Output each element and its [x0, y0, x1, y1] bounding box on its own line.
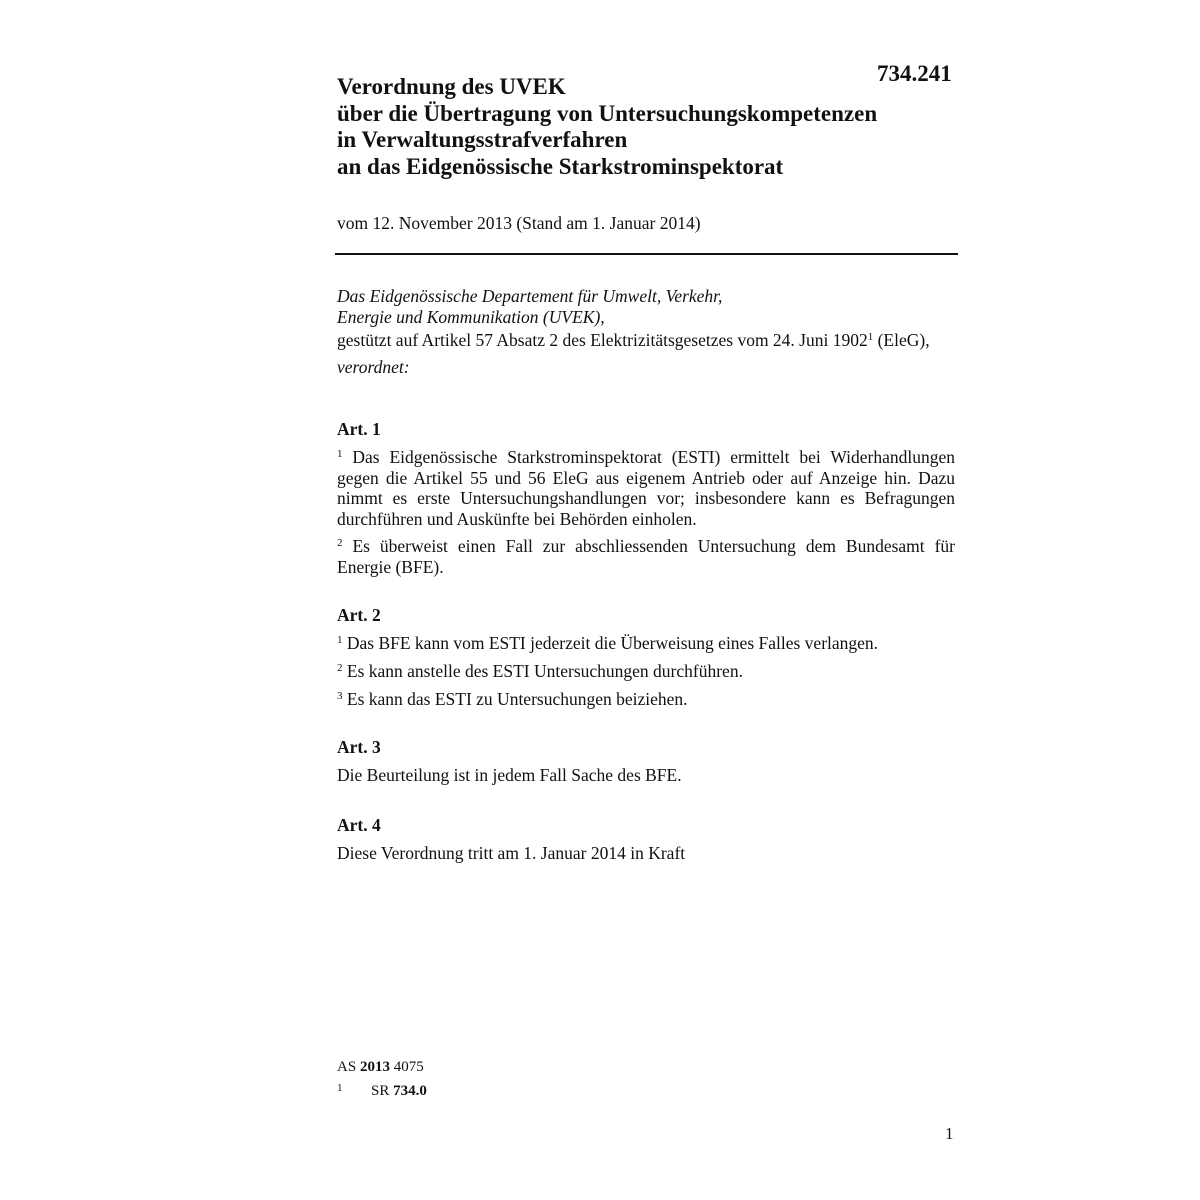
paragraph-text: Das BFE kann vom ESTI jederzeit die Überweisung eines Falles verlangen.: [346, 633, 879, 653]
article-paragraph: [337, 765, 955, 786]
article-paragraph: [337, 447, 955, 529]
article-paragraph: [337, 689, 955, 710]
paragraph-number: 3: [337, 690, 343, 702]
title-line: an das Eidgenössische Starkstrominspektorat: [337, 153, 784, 179]
paragraph-text: Es überweist einen Fall zur abschliessenden Untersuchung dem Bundesamt für Energie (BFE).: [337, 536, 955, 577]
article-title: Art. 4: [337, 815, 381, 835]
paragraph-text: Diese Verordnung tritt am 1. Januar 2014 in Kraft: [337, 843, 686, 863]
paragraph-number: 1: [337, 634, 343, 646]
article-title: Art. 2: [337, 605, 381, 625]
article-paragraph: [337, 536, 955, 577]
preamble-authority-line: Energie und Kommunikation (UVEK),: [337, 306, 605, 327]
title-line: über die Übertragung von Untersuchungskompetenzen: [337, 100, 878, 126]
sr-number: 734.241: [877, 61, 952, 86]
paragraph-text: Es kann das ESTI zu Untersuchungen beiziehen.: [346, 689, 688, 709]
paragraph-text: Das Eidgenössische Starkstrominspektorat (ESTI) ermittelt bei Widerhandlungen gegen die Artikel 55 und 56 EleG aus eigenem Antrieb oder auf Anzeige hin. Dazu nimmt es erste Untersuchungshandlungen vor; insbesondere kann es Befragungen durchführen und Auskünfte bei Behörden einholen.: [337, 447, 955, 529]
footnote-as-page: 4075: [393, 1059, 424, 1075]
footnote-as: [337, 1058, 424, 1077]
date-line: vom 12. November 2013 (Stand am 1. Januar 2014): [337, 213, 701, 233]
preamble-authority: [337, 286, 955, 327]
paragraph-number: 2: [337, 537, 343, 549]
footnote-number: 1: [337, 1082, 343, 1094]
paragraph-text: Die Beurteilung ist in jedem Fall Sache des BFE.: [337, 765, 682, 785]
preamble-basis-text: gestützt auf Artikel 57 Absatz 2 des Elektrizitätsgesetzes vom 24. Juni 1902: [337, 330, 868, 350]
article-paragraph: [337, 661, 955, 682]
footnote-sr-prefix: SR: [371, 1083, 390, 1099]
horizontal-rule: [335, 253, 958, 255]
document-title: [337, 74, 937, 180]
preamble-authority-line: Das Eidgenössische Departement für Umwelt, Verkehr,: [337, 286, 723, 306]
article-paragraph: [337, 843, 955, 864]
paragraph-number: 2: [337, 662, 343, 674]
article-paragraph: [337, 633, 955, 654]
paragraph-text: Es kann anstelle des ESTI Untersuchungen durchführen.: [346, 661, 743, 681]
title-line: Verordnung des UVEK: [337, 74, 566, 99]
article-title: Art. 3: [337, 737, 381, 757]
title-line: in Verwaltungsstrafverfahren: [337, 127, 628, 152]
footnote-as-prefix: AS: [337, 1059, 357, 1075]
article-title: Art. 1: [337, 419, 381, 439]
footnote-as-year: 2013: [359, 1059, 390, 1075]
preamble-decree: verordnet:: [337, 357, 410, 377]
preamble-basis-suffix: (EleG),: [873, 330, 930, 350]
paragraph-number: 1: [337, 448, 343, 460]
footnote-1: [337, 1079, 427, 1101]
page-number: 1: [945, 1124, 954, 1143]
footnote-sr-ref: 734.0: [393, 1083, 427, 1099]
preamble-basis: [337, 330, 955, 351]
footnote-ref[interactable]: 1: [867, 331, 874, 343]
